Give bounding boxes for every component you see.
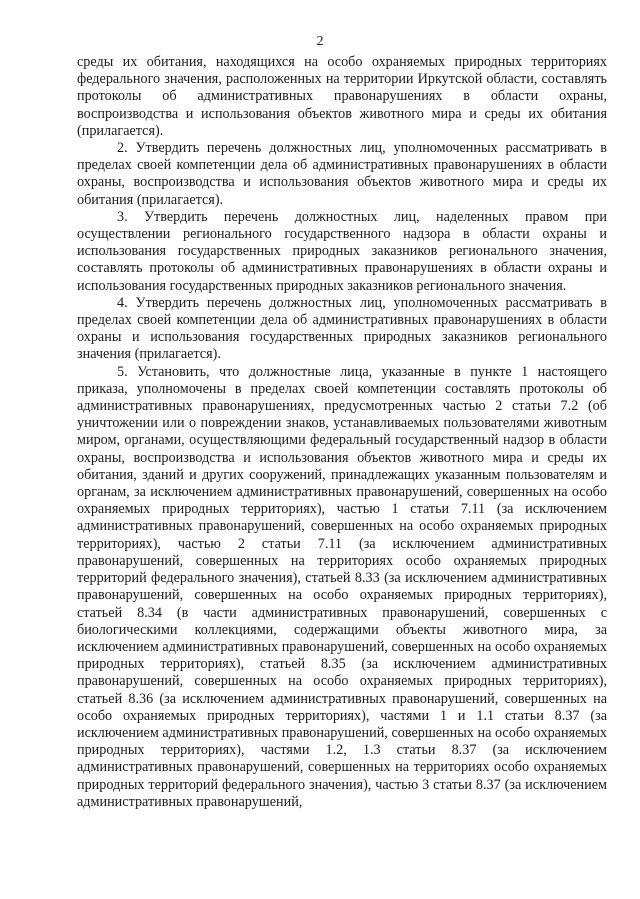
paragraph-item-4: 4. Утвердить перечень должностных лиц, уполномоченных рассматривать в пределах своей компетенции дела об административных правонарушениях в области охраны и использования государственных природных заказников регионального значения (прилагается). (77, 294, 607, 363)
paragraph-item-5: 5. Установить, что должностные лица, указанные в пункте 1 настоящего приказа, уполномочены в пределах своей компетенции составлять протоколы об административных правонарушениях, предусмотренных частью 2 статьи 7.2 (об уничтожении или о повреждении знаков, устанавливаемых пользователями животным миром, органами, осуществляющими федеральный государственный надзор в области охраны, воспроизводства и использования объектов животного мира и среды их обитания, зданий и других сооружений, принадлежащих указанным пользователям и органам, за исключением административных правонарушений, совершенных на особо охраняемых природных территориях), частью 1 статьи 7.11 (за исключением административных правонарушений, совершенных на особо охраняемых природных территориях), частью 2 статьи 7.11 (за исключением административных правонарушений, совершенных на территориях особо охраняемых природных территорий федерального значения), статьей 8.33 (за исключением административных правонарушений, совершенных на особо охраняемых природных территориях), статьей 8.34 (в части административных правонарушений, совершенных с биологическими коллекциями, содержащими объекты животного мира, за исключением административных правонарушений, совершенных на особо охраняемых природных территориях), статьей 8.35 (за исключением административных правонарушений, совершенных на особо охраняемых природных территориях), статьей 8.36 (за исключением административных правонарушений, совершенных на особо охраняемых природных территориях), частями 1 и 1.1 статьи 8.37 (за исключением административных правонарушений, совершенных на особо охраняемых природных территориях), частями 1.2, 1.3 статьи 8.37 (за исключением административных правонарушений, совершенных на территориях особо охраняемых природных территорий федерального значения), частью 3 статьи 8.37 (за исключением административных правонарушений, (77, 363, 607, 810)
paragraph-continuation: среды их обитания, находящихся на особо охраняемых природных территориях федерального значения, расположенных на территории Иркутской области, составлять протоколы об административных правонарушениях в области охраны, воспроизводства и использования объектов животного мира и среды их обитания (прилагается). (77, 54, 607, 139)
paragraph-item-2: 2. Утвердить перечень должностных лиц, уполномоченных рассматривать в пределах своей компетенции дела об административных правонарушениях в области охраны, воспроизводства и использования объектов животного мира и среды их обитания (прилагается). (77, 140, 607, 208)
document-body (77, 54, 607, 811)
paragraph-item-3: 3. Утвердить перечень должностных лиц, наделенных правом при осуществлении регионального государственного надзора в области охраны и использования государственных природных заказников регионального значения, составлять протоколы об административных правонарушениях в области охраны и использования государственных природных заказников регионального значения. (77, 208, 607, 294)
page-number: 2 (316, 34, 324, 49)
